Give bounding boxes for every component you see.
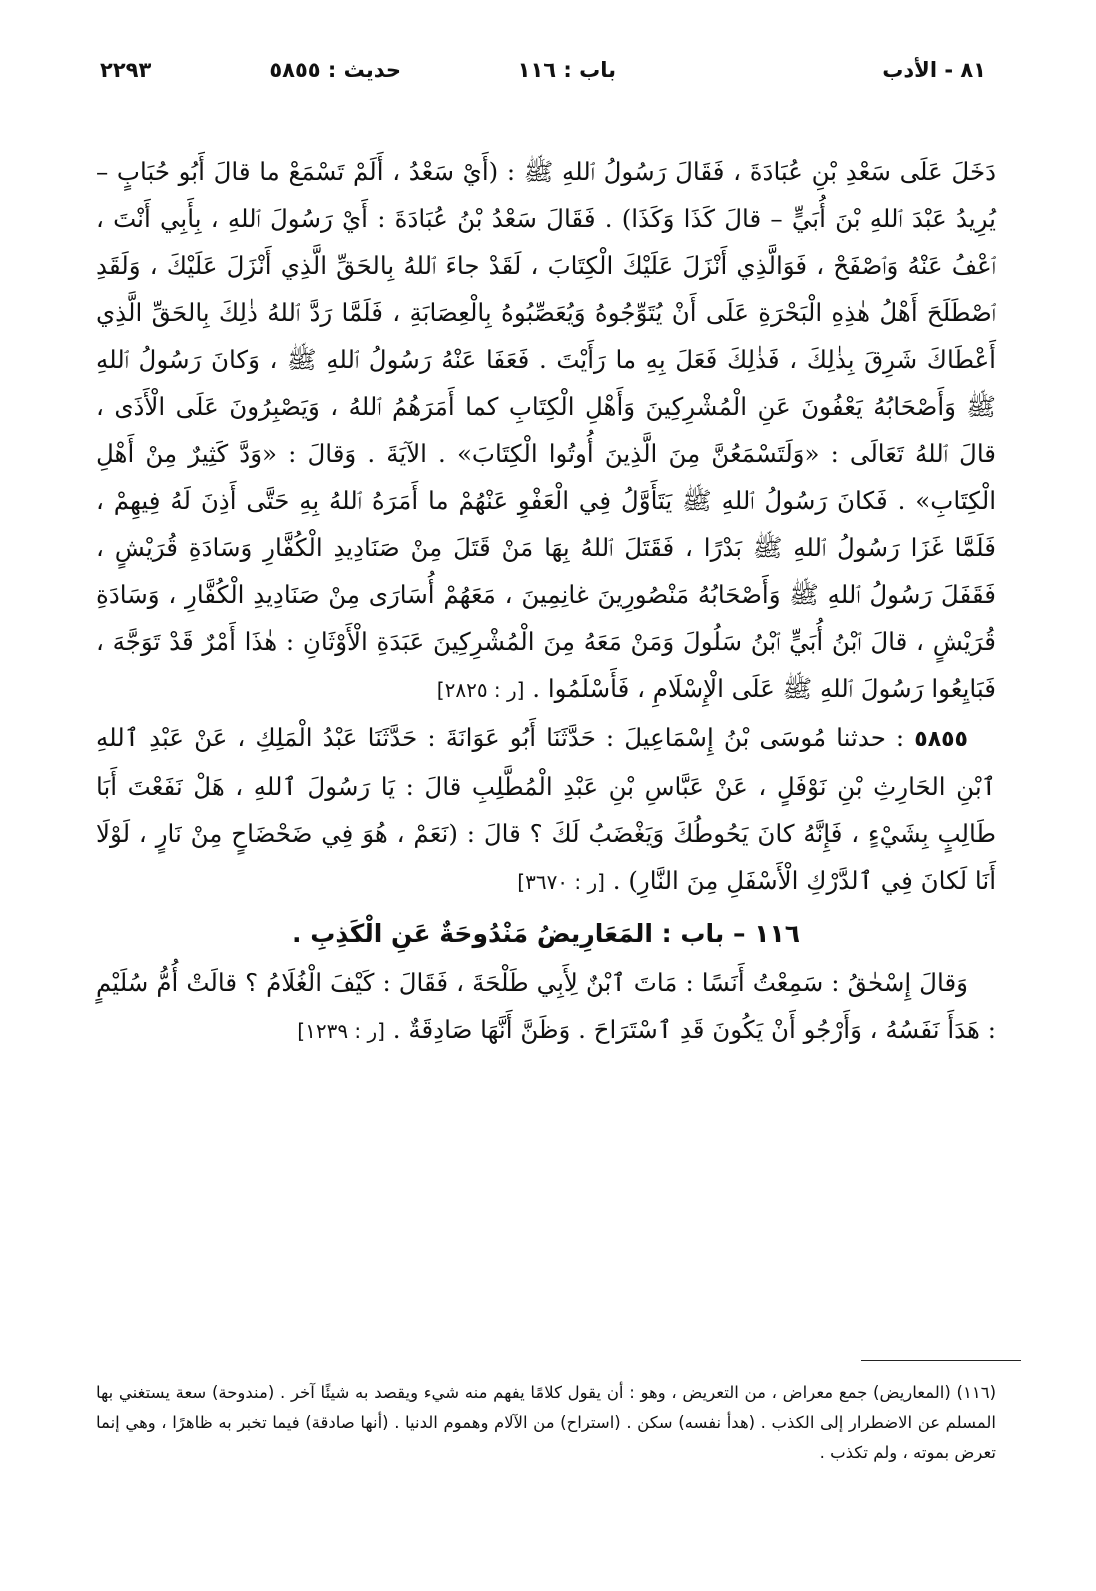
chapter-number: ١١٦ –	[732, 919, 800, 948]
main-text	[96, 148, 996, 1055]
hadith-label: حديث : ٥٨٥٥	[269, 58, 401, 82]
hadith-cross-reference: [ر : ٣٦٧٠]	[517, 870, 605, 894]
hadith-paragraph	[96, 714, 996, 906]
chapter-title: المَعَارِيضُ مَنْدُوحَةٌ عَنِ الْكَذِبِ .	[292, 919, 653, 948]
page-number: ٢٢٩٣	[100, 58, 152, 82]
chapter-paragraph	[96, 959, 996, 1055]
chapter-label: باب :	[661, 919, 725, 948]
hadith-number: ٥٨٥٥	[914, 727, 968, 752]
running-header	[100, 58, 986, 98]
footnote-116: (١١٦) (المعاريض) جمع معراض ، من التعريض ، وهو : أن يقول كلامًا يفهم منه شيء ويقصد به شيئًا آخر . (مندوحة) سعة يستغني بها المسلم عن الاضطرار إلى الكذب . (هدأ نفسه) سكن . (استراح) من الآلام وهموم الدنيا . (أنها صادقة) فيما تخبر به ظاهرًا ، وهي إنما تعرض بموته ، ولم تكذب .	[96, 1383, 996, 1462]
hadith-text: : حدثنا مُوسَى بْنُ إِسْمَاعِيلَ : حَدَّثَنَا أَبُو عَوَانَةَ : حَدَّثَنَا عَبْدُ الْمَلِكِ ، عَنْ عَبْدِ ٱللهِ ٱبْنِ الحَارِثِ بْنِ نَوْفَلٍ ، عَنْ عَبَّاسِ بْنِ عَبْدِ الْمُطَّلِبِ قالَ : يَا رَسُولَ ٱللهِ ، هَلْ نَفَعْتَ أَبَا طَالِبٍ بِشَيْءٍ ، فَإِنَّهُ كانَ يَحُوطُكَ وَيَغْضَبُ لَكَ ؟ قالَ : (نَعَمْ ، هُوَ فِي ضَحْضَاحٍ مِنْ نَارٍ ، لَوْلَا أَنَا لَكانَ فِي ٱلدَّرْكِ الْأَسْفَلِ مِنَ النَّارِ) .	[96, 723, 996, 895]
footnotes	[96, 1378, 996, 1468]
footnote-divider	[861, 1360, 1021, 1361]
chapter-cross-reference: [ر : ١٢٣٩]	[297, 1019, 385, 1043]
paragraph-continuation	[96, 148, 996, 714]
book-title: ٨١ - الأدب	[882, 58, 986, 82]
chapter-text: وَقالَ إِسْحٰقُ : سَمِعْتُ أَنَسًا : مَاتَ ٱبْنٌ لِأَبِي طَلْحَةَ ، فَقَالَ : كَيْفَ الْغُلَامُ ؟ قالَتْ أُمُّ سُلَيْمٍ : هَدَأَ نَفَسُهُ ، وَأَرْجُو أَنْ يَكُونَ قَدِ ٱسْتَرَاحَ . وَظَنَّ أَنَّهَا صَادِقَةٌ .	[96, 968, 996, 1044]
chapter-heading	[96, 910, 996, 957]
bab-label: باب : ١١٦	[517, 58, 616, 82]
cross-reference: [ر : ٢٨٢٥]	[436, 678, 525, 702]
paragraph-1-text: دَخَلَ عَلَى سَعْدِ بْنِ عُبَادَةَ ، فَقَالَ رَسُولُ ٱللهِ ﷺ : (أَيْ سَعْدُ ، أَلَمْ تَسْمَعْ ما قالَ أَبُو حُبَابٍ – يُرِيدُ عَبْدَ ٱللهِ بْنَ أُبَيٍّ – قالَ كَذَا وَكَذَا) . فَقَالَ سَعْدُ بْنُ عُبَادَةَ : أَيْ رَسُولَ ٱللهِ ، بِأَبِي أَنْتَ ، ٱعْفُ عَنْهُ وَٱصْفَحْ ، فَوَالَّذِي أَنْزَلَ عَلَيْكَ الْكِتَابَ ، لَقَدْ جاءَ ٱللهُ بِالحَقِّ الَّذِي أَنْزَلَ عَلَيْكَ ، وَلَقَدِ ٱصْطَلَحَ أَهْلُ هٰذِهِ الْبَحْرَةِ عَلَى أَنْ يُتَوِّجُوهُ وَيُعَصِّبُوهُ بِالْعِصَابَةِ ، فَلَمَّا رَدَّ ٱللهُ ذٰلِكَ بِالحَقِّ الَّذِي أَعْطَاكَ شَرِقَ بِذٰلِكَ ، فَذٰلِكَ فَعَلَ بِهِ ما رَأَيْتَ . فَعَفَا عَنْهُ رَسُولُ ٱللهِ ﷺ ، وَكانَ رَسُولُ ٱللهِ ﷺ وَأَصْحَابُهُ يَعْفُونَ عَنِ الْمُشْرِكِينَ وَأَهْلِ الْكِتَابِ كما أَمَرَهُمُ ٱللهُ ، وَيَصْبِرُونَ عَلَى الْأَذَى ، قالَ ٱللهُ تَعَالَى : «وَلَتَسْمَعُنَّ مِنَ الَّذِينَ أُوتُوا الْكِتَابَ» . الآيَةَ . وَقالَ : «وَدَّ كَثِيرٌ مِنْ أَهْلِ الْكِتَابِ» . فَكانَ رَسُولُ ٱللهِ ﷺ يَتَأَوَّلُ فِي الْعَفْوِ عَنْهُمْ ما أَمَرَهُ ٱللهُ بِهِ حَتَّى أَذِنَ لَهُ فِيهِمْ ، فَلَمَّا غَزَا رَسُولُ ٱللهِ ﷺ بَدْرًا ، فَقَتَلَ ٱللهُ بِهَا مَنْ قَتَلَ مِنْ صَنَادِيدِ الْكُفَّارِ وَسَادَةِ قُرَيْشٍ ، فَقَفَلَ رَسُولُ ٱللهِ ﷺ وَأَصْحَابُهُ مَنْصُورِينَ غانِمِينَ ، مَعَهُمْ أُسَارَى مِنْ صَنَادِيدِ الْكُفَّارِ ، وَسَادَةِ قُرَيْشٍ ، قالَ ٱبْنُ أُبَيٍّ ٱبْنُ سَلُولَ وَمَنْ مَعَهُ مِنَ الْمُشْرِكِينَ عَبَدَةِ الْأَوْثَانِ : هٰذَا أَمْرٌ قَدْ تَوَجَّهَ ، فَبَايِعُوا رَسُولَ ٱللهِ ﷺ عَلَى الْإِسْلَامِ ، فَأَسْلَمُوا .	[96, 157, 996, 703]
